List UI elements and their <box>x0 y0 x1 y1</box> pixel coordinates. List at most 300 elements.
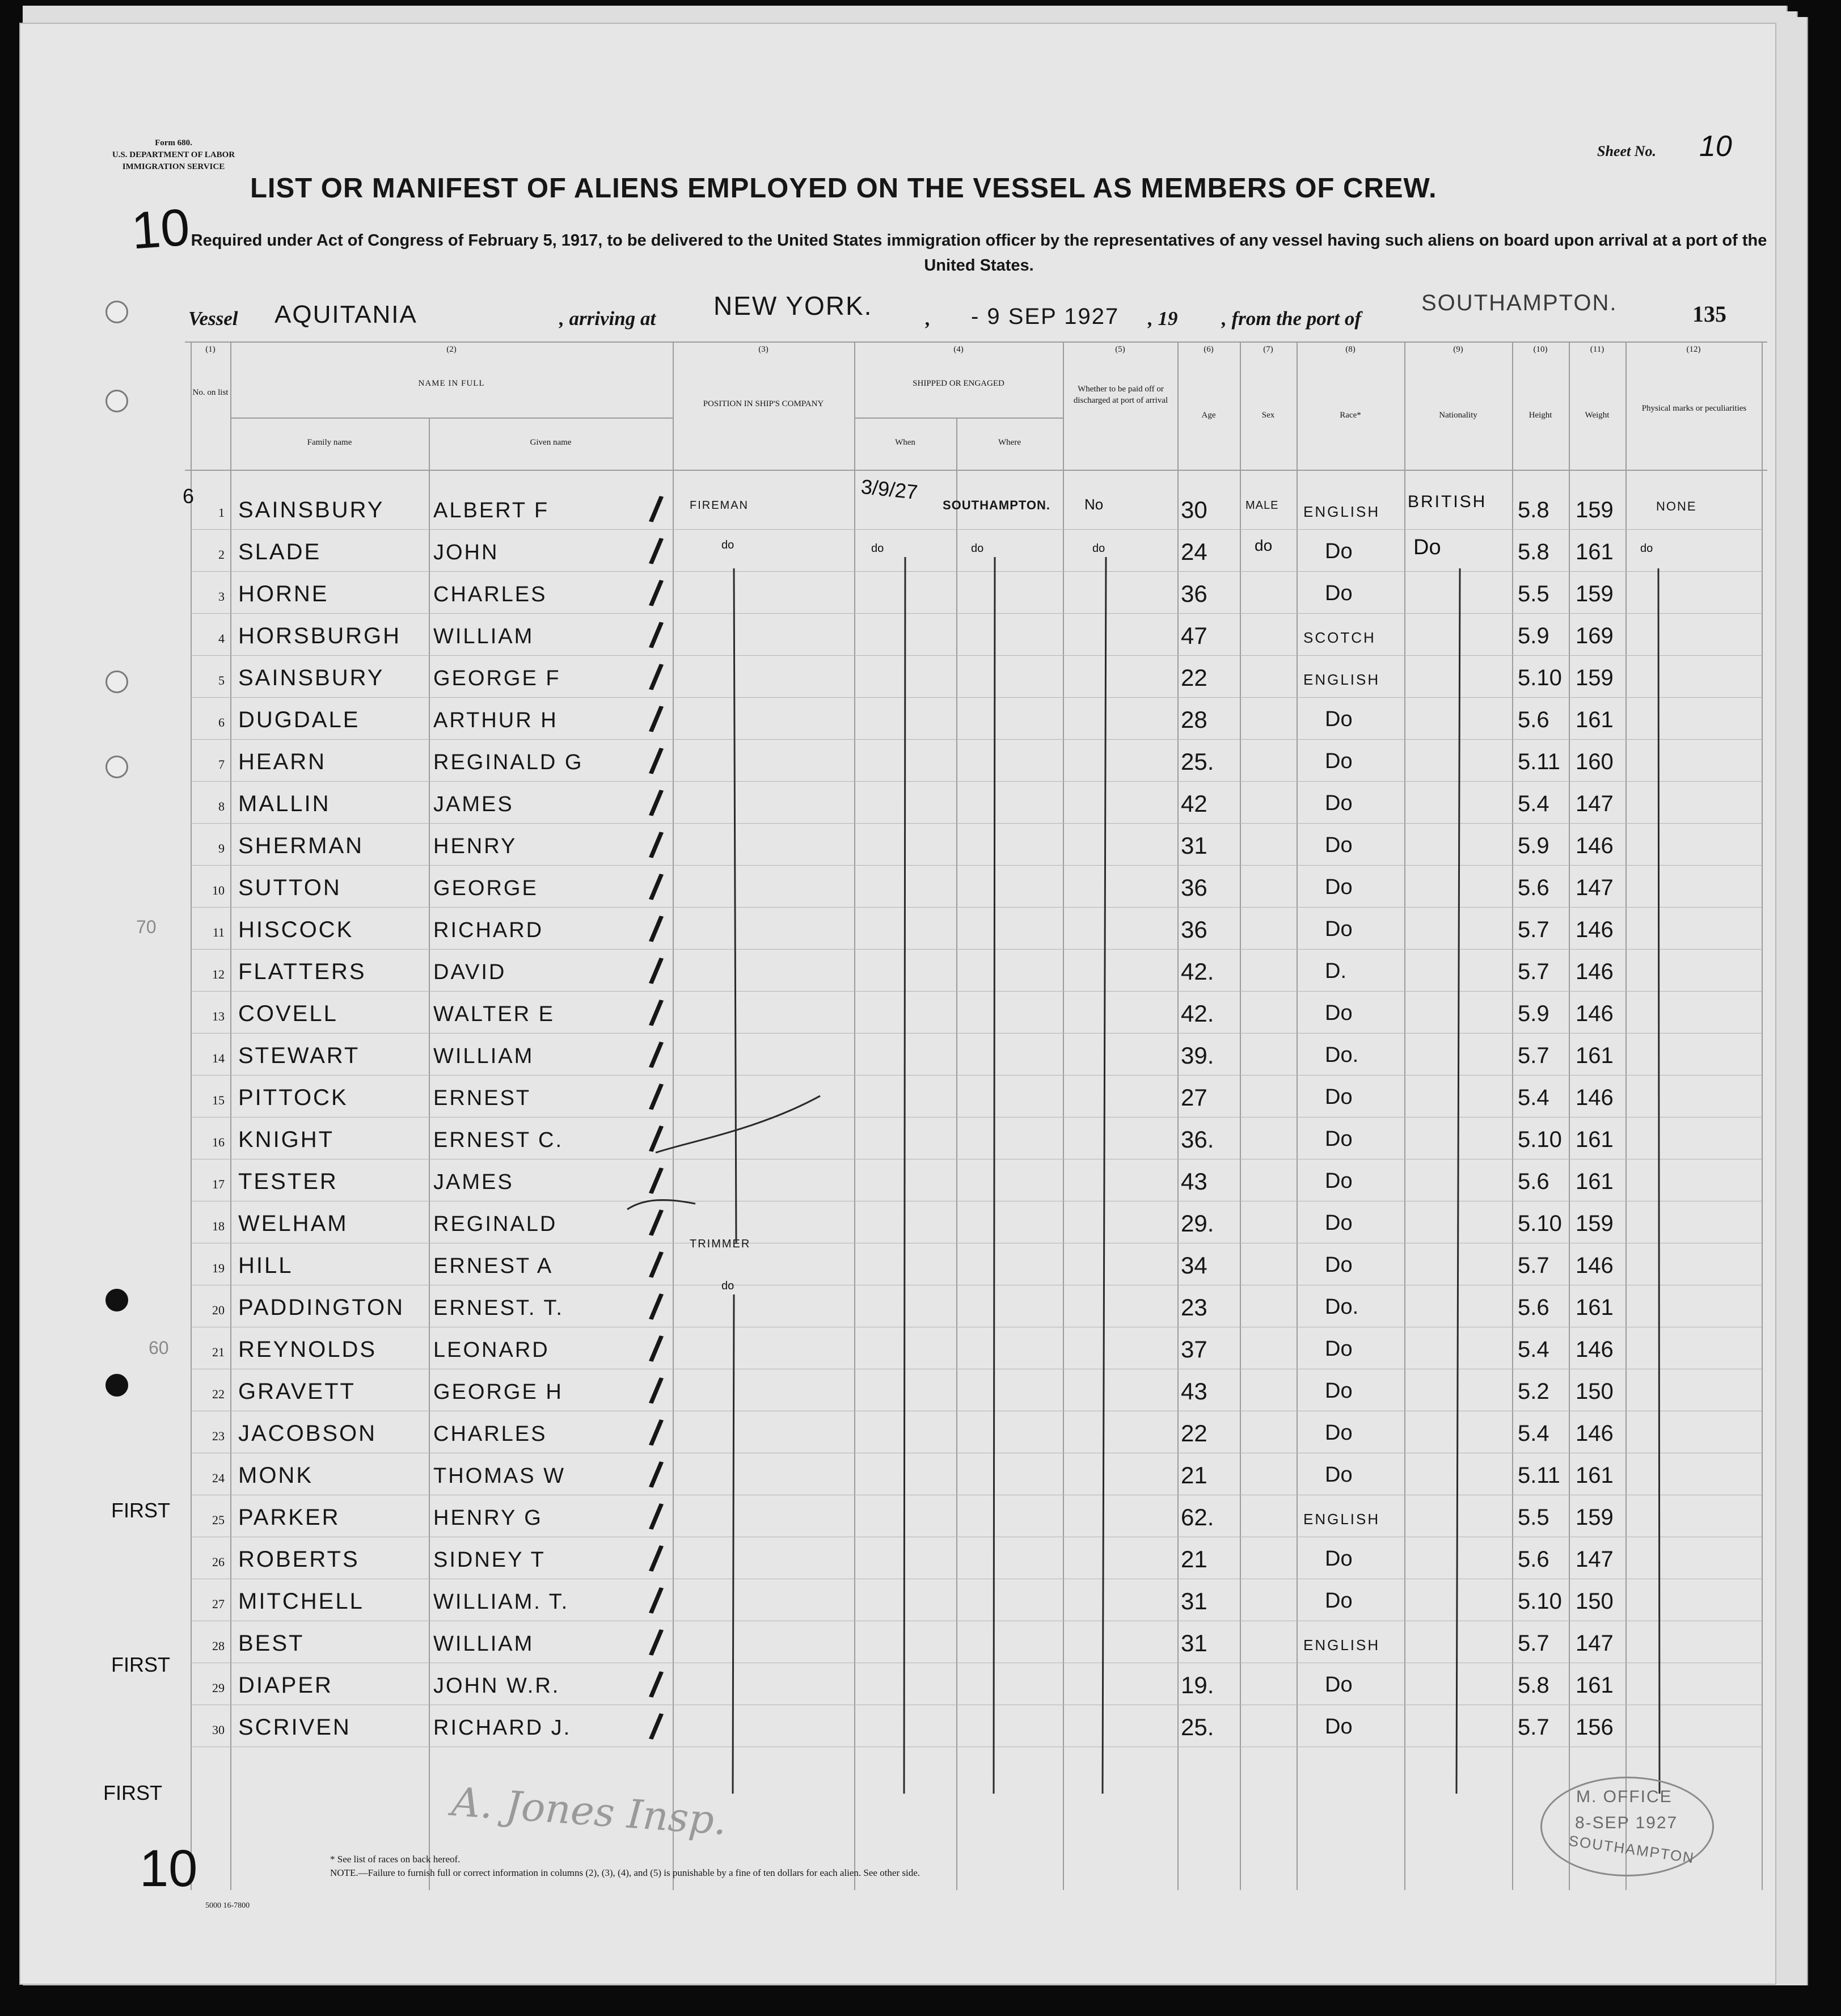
family-name: WELHAM <box>238 1211 348 1236</box>
height-value: 5.8 <box>1518 539 1549 564</box>
margin-note-first: FIRST <box>111 1653 170 1676</box>
weight-value: 150 <box>1576 1379 1614 1404</box>
paid-off-value: No <box>1084 496 1104 513</box>
family-name: BEST <box>238 1631 305 1656</box>
height-value: 5.9 <box>1518 623 1549 648</box>
age-value: 36 <box>1181 874 1207 901</box>
weight-value: 159 <box>1576 1505 1614 1530</box>
margin-note-top: 10 <box>129 198 192 260</box>
year-label: , 19 <box>1148 307 1178 330</box>
check-mark: / <box>647 1411 666 1454</box>
check-mark: / <box>647 1159 666 1203</box>
height-value: 5.4 <box>1518 791 1549 816</box>
check-mark: / <box>647 740 666 783</box>
check-mark: / <box>647 1201 666 1245</box>
weight-value: 159 <box>1576 1211 1614 1236</box>
race-value: Do <box>1325 875 1353 899</box>
row-number: 3 <box>218 589 225 604</box>
given-name: GEORGE F <box>433 667 561 690</box>
age-value: 31 <box>1181 1630 1207 1656</box>
row-number: 20 <box>212 1303 225 1317</box>
family-name: SUTTON <box>238 875 341 900</box>
weight-value: 146 <box>1576 959 1614 984</box>
family-name: SAINSBURY <box>238 497 385 522</box>
row-number: 26 <box>212 1555 225 1569</box>
race-value: Do <box>1325 1001 1353 1025</box>
family-name: MITCHELL <box>238 1589 364 1614</box>
sheet-label: Sheet No. <box>1597 143 1656 159</box>
check-mark: / <box>647 1076 666 1119</box>
weight-value: 146 <box>1576 1337 1614 1362</box>
given-name: JAMES <box>433 792 514 816</box>
row-number: 13 <box>212 1009 225 1023</box>
race-value: Do. <box>1325 1295 1359 1319</box>
check-mark: / <box>647 1453 666 1496</box>
row-number: 2 <box>218 547 225 562</box>
family-name: JACOBSON <box>238 1421 377 1446</box>
age-value: 34 <box>1181 1252 1207 1279</box>
race-value: ENGLISH <box>1303 671 1380 688</box>
ditto-sex: do <box>1255 537 1273 554</box>
row-number: 29 <box>212 1681 225 1695</box>
height-value: 5.7 <box>1518 917 1549 942</box>
age-value: 36 <box>1181 580 1207 607</box>
family-name: MONK <box>238 1463 313 1488</box>
age-value: 43 <box>1181 1168 1207 1195</box>
weight-value: 160 <box>1576 749 1614 774</box>
header-given-name: Given name <box>530 438 572 447</box>
family-name: GRAVETT <box>238 1379 356 1404</box>
given-name: GEORGE H <box>433 1380 563 1404</box>
height-value: 5.6 <box>1518 875 1549 900</box>
given-name: ERNEST A <box>433 1254 554 1278</box>
check-mark: / <box>647 1537 666 1580</box>
height-value: 5.4 <box>1518 1337 1549 1362</box>
race-value: Do <box>1325 539 1353 563</box>
vessel-label: Vessel <box>188 307 238 330</box>
height-value: 5.7 <box>1518 1631 1549 1656</box>
weight-value: 146 <box>1576 1421 1614 1446</box>
check-mark: / <box>647 1285 666 1328</box>
given-name: WILLIAM <box>433 625 534 648</box>
weight-value: 150 <box>1576 1589 1614 1614</box>
weight-value: 156 <box>1576 1715 1614 1740</box>
comma-sep: , <box>926 307 931 330</box>
check-mark: / <box>647 1579 666 1622</box>
given-name: RICHARD <box>433 918 544 942</box>
col-num: (1) <box>205 345 216 354</box>
weight-value: 146 <box>1576 1001 1614 1026</box>
family-name: FLATTERS <box>238 959 366 984</box>
family-name: SLADE <box>238 539 322 564</box>
race-value: Do <box>1325 1211 1353 1235</box>
age-value: 22 <box>1181 664 1207 691</box>
family-name: STEWART <box>238 1043 360 1068</box>
race-value: Do <box>1325 1715 1353 1739</box>
weight-value: 169 <box>1576 623 1614 648</box>
footnote-note: NOTE.—Failure to furnish full or correct information in columns (2), (3), (4), and (5) is punishable by a fine of ten dollars for each alien. See other side. <box>330 1867 920 1878</box>
col-num: (7) <box>1263 345 1273 354</box>
departure-port: SOUTHAMPTON. <box>1421 290 1618 315</box>
given-name: ARTHUR H <box>433 708 558 732</box>
height-value: 5.6 <box>1518 1169 1549 1194</box>
age-value: 43 <box>1181 1378 1207 1405</box>
height-value: 5.10 <box>1518 1211 1562 1236</box>
age-value: 25. <box>1181 748 1214 775</box>
given-name: LEONARD <box>433 1338 550 1362</box>
col-num: (8) <box>1345 345 1356 354</box>
requirement-text: Required under Act of Congress of February 5, 1917, to be delivered to the United States immigration officer by the representatives of any vessel having such aliens on board upon arrival at a port of the United States. <box>191 231 1767 275</box>
nationality-value: BRITISH <box>1408 492 1487 511</box>
header-race: Race* <box>1340 411 1361 420</box>
age-value: 30 <box>1181 496 1207 523</box>
race-value: Do <box>1325 1379 1353 1403</box>
family-name: PARKER <box>238 1505 340 1530</box>
weight-value: 159 <box>1576 665 1614 690</box>
print-code: 5000 16-7800 <box>205 1901 250 1910</box>
shipped-where: SOUTHAMPTON. <box>943 498 1051 512</box>
margin-note-row1: 6 <box>183 484 195 508</box>
height-value: 5.5 <box>1518 581 1549 606</box>
row-number: 22 <box>212 1387 225 1401</box>
age-value: 42. <box>1181 1000 1214 1027</box>
check-mark: / <box>647 1705 666 1748</box>
form-number: Form 680. <box>155 138 192 147</box>
race-value: Do <box>1325 749 1353 773</box>
weight-value: 161 <box>1576 1463 1614 1488</box>
check-mark: / <box>647 530 666 573</box>
age-value: 36. <box>1181 1126 1214 1153</box>
race-value: ENGLISH <box>1303 1637 1380 1654</box>
family-name: COVELL <box>238 1001 338 1026</box>
stamp-line-1: M. OFFICE <box>1576 1787 1673 1806</box>
height-value: 5.9 <box>1518 833 1549 858</box>
row-number: 14 <box>212 1051 225 1065</box>
family-name: HORNE <box>238 581 329 606</box>
race-value: ENGLISH <box>1303 1511 1380 1528</box>
ditto-when: do <box>871 542 884 555</box>
col-num: (12) <box>1686 345 1701 354</box>
row-number: 8 <box>218 799 225 813</box>
row-number: 28 <box>212 1639 225 1653</box>
row-number: 19 <box>212 1261 225 1275</box>
col-num: (11) <box>1590 345 1604 354</box>
family-name: PADDINGTON <box>238 1295 404 1320</box>
header-weight: Weight <box>1585 411 1610 420</box>
age-value: 21 <box>1181 1462 1207 1488</box>
row-number: 1 <box>218 505 225 520</box>
row-number: 23 <box>212 1429 225 1443</box>
height-value: 5.2 <box>1518 1379 1549 1404</box>
age-value: 21 <box>1181 1546 1207 1572</box>
margin-note-first: FIRST <box>103 1781 162 1804</box>
height-value: 5.5 <box>1518 1505 1549 1530</box>
height-value: 5.10 <box>1518 1589 1562 1614</box>
position-trimmer: TRIMMER <box>690 1238 751 1250</box>
race-value: Do <box>1325 581 1353 605</box>
height-value: 5.10 <box>1518 665 1562 690</box>
family-name: SHERMAN <box>238 833 364 858</box>
row-number: 25 <box>212 1513 225 1527</box>
given-name: SIDNEY T <box>433 1548 546 1572</box>
age-value: 42. <box>1181 958 1214 985</box>
service: IMMIGRATION SERVICE <box>122 162 225 171</box>
family-name: HEARN <box>238 749 327 774</box>
height-value: 5.8 <box>1518 1673 1549 1698</box>
race-value: Do <box>1325 1421 1353 1445</box>
age-value: 47 <box>1181 622 1207 649</box>
given-name: WILLIAM <box>433 1632 534 1656</box>
age-value: 37 <box>1181 1336 1207 1363</box>
family-name: SAINSBURY <box>238 665 385 690</box>
height-value: 5.8 <box>1518 497 1549 522</box>
given-name: RICHARD J. <box>433 1716 572 1740</box>
check-mark: / <box>647 1621 666 1664</box>
family-name: SCRIVEN <box>238 1715 351 1740</box>
check-mark: / <box>647 1495 666 1538</box>
arriving-label: , arriving at <box>559 307 656 330</box>
margin-note-bottom: 10 <box>140 1840 198 1897</box>
age-value: 62. <box>1181 1504 1214 1530</box>
margin-note-row10: 70 <box>136 917 157 937</box>
age-value: 42 <box>1181 790 1207 817</box>
given-name: CHARLES <box>433 1422 547 1446</box>
row-number: 4 <box>218 631 225 646</box>
vessel-name: AQUITANIA <box>275 301 417 328</box>
inspector-signature: A. Jones Insp. <box>450 1778 728 1844</box>
race-value: Do <box>1325 1337 1353 1361</box>
row-number: 17 <box>212 1177 225 1191</box>
race-value: D. <box>1325 959 1346 983</box>
ditto-position: do <box>721 539 734 551</box>
marks-value: NONE <box>1656 499 1697 513</box>
ditto-strokes <box>20 24 1775 1984</box>
family-name: MALLIN <box>238 791 331 816</box>
row-number: 18 <box>212 1219 225 1233</box>
col-num: (3) <box>758 345 769 354</box>
check-mark: / <box>647 614 666 657</box>
from-label: , from the port of <box>1222 307 1361 330</box>
margin-note-row20: 60 <box>149 1338 169 1358</box>
given-name: CHARLES <box>433 583 547 606</box>
race-value: Do <box>1325 1547 1353 1571</box>
given-name: JAMES <box>433 1170 514 1194</box>
age-value: 28 <box>1181 706 1207 733</box>
header-nationality: Nationality <box>1439 411 1477 420</box>
height-value: 5.4 <box>1518 1085 1549 1110</box>
weight-value: 161 <box>1576 1043 1614 1068</box>
stamp-line-3: SOUTHAMPTON <box>1568 1832 1696 1867</box>
header-no-on-list: No. on list <box>192 388 229 397</box>
weight-value: 147 <box>1576 875 1614 900</box>
weight-value: 146 <box>1576 1085 1614 1110</box>
age-value: 19. <box>1181 1672 1214 1698</box>
col-num: (5) <box>1115 345 1125 354</box>
race-value: Do <box>1325 1085 1353 1109</box>
age-value: 27 <box>1181 1084 1207 1111</box>
margin-note-first: FIRST <box>111 1499 170 1522</box>
header-physical-marks: Physical marks or peculiarities <box>1641 404 1747 413</box>
arrival-port: NEW YORK. <box>713 291 873 320</box>
arrival-date: - 9 SEP 1927 <box>971 304 1120 329</box>
check-mark: / <box>647 488 666 531</box>
weight-value: 161 <box>1576 1295 1614 1320</box>
race-value: Do <box>1325 1463 1353 1487</box>
department: U.S. DEPARTMENT OF LABOR <box>112 150 235 159</box>
height-value: 5.6 <box>1518 707 1549 732</box>
header-position: POSITION IN SHIP'S COMPANY <box>703 399 824 408</box>
given-name: ERNEST <box>433 1086 531 1110</box>
check-mark: / <box>647 656 666 699</box>
family-name: KNIGHT <box>238 1127 335 1152</box>
check-mark: / <box>647 1663 666 1706</box>
family-name: HISCOCK <box>238 917 354 942</box>
check-mark: / <box>647 1034 666 1077</box>
weight-value: 161 <box>1576 1169 1614 1194</box>
page-title: LIST OR MANIFEST OF ALIENS EMPLOYED ON THE VESSEL AS MEMBERS OF CREW. <box>250 173 1437 204</box>
weight-value: 146 <box>1576 1253 1614 1278</box>
given-name: ERNEST. T. <box>433 1296 564 1320</box>
header-sex: Sex <box>1261 411 1275 420</box>
check-mark: / <box>647 950 666 993</box>
ditto-paid-off: do <box>1092 542 1105 555</box>
race-value: Do <box>1325 1169 1353 1193</box>
weight-value: 159 <box>1576 497 1614 522</box>
col-num: (6) <box>1204 345 1214 354</box>
header-where: Where <box>998 438 1021 447</box>
check-mark: / <box>647 1369 666 1412</box>
check-mark: / <box>647 782 666 825</box>
family-name: HORSBURGH <box>238 623 402 648</box>
row-number: 16 <box>212 1135 225 1149</box>
race-value: Do <box>1325 1127 1353 1151</box>
row-number: 9 <box>218 841 225 855</box>
row-number: 12 <box>212 967 225 981</box>
manifest-sheet <box>19 23 1776 1985</box>
header-family-name: Family name <box>307 438 352 447</box>
height-value: 5.7 <box>1518 1253 1549 1278</box>
height-value: 5.7 <box>1518 1043 1549 1068</box>
given-name: DAVID <box>433 960 506 984</box>
height-value: 5.6 <box>1518 1547 1549 1572</box>
check-mark: / <box>647 572 666 615</box>
check-mark: / <box>647 992 666 1035</box>
age-value: 39. <box>1181 1042 1214 1069</box>
row-number: 11 <box>212 925 225 939</box>
family-name: PITTOCK <box>238 1085 348 1110</box>
weight-value: 147 <box>1576 791 1614 816</box>
check-mark: / <box>647 1243 666 1287</box>
race-value: ENGLISH <box>1303 503 1380 520</box>
row-number: 6 <box>218 715 225 729</box>
header-shipped: SHIPPED OR ENGAGED <box>913 379 1004 388</box>
given-name: WALTER E <box>433 1002 555 1026</box>
height-value: 5.10 <box>1518 1127 1562 1152</box>
age-value: 36 <box>1181 916 1207 943</box>
header-when: When <box>895 438 915 447</box>
height-value: 5.9 <box>1518 1001 1549 1026</box>
height-value: 5.7 <box>1518 1715 1549 1740</box>
row-number: 24 <box>212 1471 225 1485</box>
family-name: TESTER <box>238 1169 338 1194</box>
row-number: 30 <box>212 1723 225 1737</box>
col-num: (10) <box>1533 345 1548 354</box>
check-mark: / <box>647 1117 666 1161</box>
given-name: THOMAS W <box>433 1464 565 1488</box>
given-name: GEORGE <box>433 876 538 900</box>
height-value: 5.7 <box>1518 959 1549 984</box>
col-num: (9) <box>1453 345 1463 354</box>
row-number: 27 <box>212 1597 225 1611</box>
shipped-when: 3/9/27 <box>860 474 919 504</box>
family-name: REYNOLDS <box>238 1337 377 1362</box>
age-value: 24 <box>1181 538 1207 565</box>
given-name: WILLIAM. T. <box>433 1590 569 1614</box>
sheet-number: 10 <box>1699 130 1732 163</box>
office-stamp <box>1540 1777 1714 1876</box>
header-paid-off: Whether to be paid off or discharged at port of arrival <box>1073 385 1168 405</box>
header-age: Age <box>1201 411 1216 420</box>
given-name: ERNEST C. <box>433 1128 564 1152</box>
weight-value: 161 <box>1576 707 1614 732</box>
check-mark: / <box>647 908 666 951</box>
weight-value: 159 <box>1576 581 1614 606</box>
age-value: 23 <box>1181 1294 1207 1321</box>
height-value: 5.4 <box>1518 1421 1549 1446</box>
given-name: WILLIAM <box>433 1044 534 1068</box>
ditto-where: do <box>971 542 984 555</box>
race-value: Do. <box>1325 1043 1359 1067</box>
age-value: 31 <box>1181 832 1207 859</box>
given-name: ALBERT F <box>433 499 550 522</box>
given-name: JOHN W.R. <box>433 1674 560 1698</box>
col-num: (4) <box>953 345 964 354</box>
given-name: HENRY G <box>433 1506 543 1530</box>
ditto-marks: do <box>1640 542 1653 555</box>
race-value: Do <box>1325 1673 1353 1697</box>
age-value: 22 <box>1181 1420 1207 1446</box>
position-fireman: FIREMAN <box>690 499 749 512</box>
check-mark: / <box>647 698 666 741</box>
stamp-line-2: 8-SEP 1927 <box>1575 1813 1678 1832</box>
page-number: 135 <box>1692 301 1726 327</box>
row-number: 7 <box>218 757 225 771</box>
weight-value: 147 <box>1576 1547 1614 1572</box>
race-value: Do <box>1325 1253 1353 1277</box>
footnote-races: * See list of races on back hereof. <box>330 1854 461 1865</box>
header-name-in-full: NAME IN FULL <box>418 379 485 388</box>
sex-value: MALE <box>1245 499 1279 512</box>
weight-value: 146 <box>1576 917 1614 942</box>
family-name: ROBERTS <box>238 1547 360 1572</box>
race-value: Do <box>1325 791 1353 815</box>
given-name: HENRY <box>433 834 517 858</box>
given-name: REGINALD <box>433 1212 558 1236</box>
weight-value: 161 <box>1576 1127 1614 1152</box>
row-number: 10 <box>212 883 225 897</box>
weight-value: 146 <box>1576 833 1614 858</box>
height-value: 5.11 <box>1518 1463 1560 1488</box>
given-name: REGINALD G <box>433 750 584 774</box>
race-value: Do <box>1325 1589 1353 1613</box>
weight-value: 161 <box>1576 539 1614 564</box>
height-value: 5.11 <box>1518 749 1560 774</box>
weight-value: 147 <box>1576 1631 1614 1656</box>
race-value: Do <box>1325 707 1353 731</box>
row-number: 21 <box>212 1345 225 1359</box>
row-number: 15 <box>212 1093 225 1107</box>
check-mark: / <box>647 824 666 867</box>
